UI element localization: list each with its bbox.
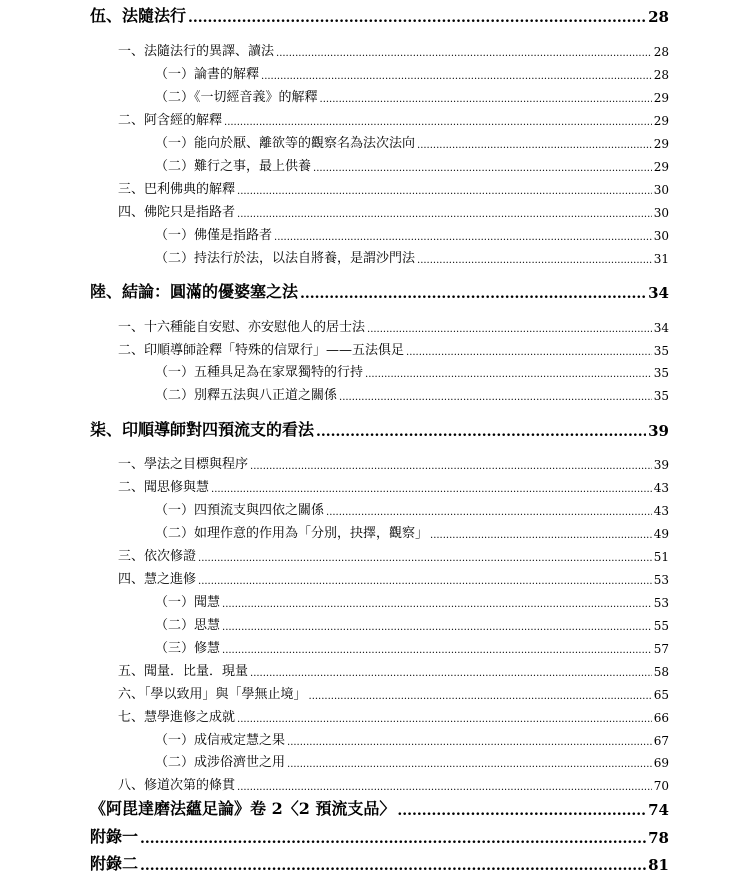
toc-entry-title: （一）論書的解釋: [155, 67, 260, 82]
toc-entry-page: 28: [653, 45, 669, 59]
toc-entry-page: 28: [648, 8, 669, 26]
toc-entry[interactable]: [118, 684, 669, 702]
dot-leader: [211, 484, 652, 495]
toc-entry-title: 四、慧之進修: [118, 572, 197, 587]
toc-entry-title: 《阿毘達磨法蘊足論》卷 2〈2 預流支品〉: [90, 799, 396, 818]
toc-entry-page: 30: [653, 183, 669, 197]
dot-leader: [365, 369, 652, 380]
toc-entry[interactable]: [155, 156, 669, 174]
dot-leader: [198, 553, 652, 564]
toc-entry-page: 29: [653, 160, 669, 174]
toc-entry-page: 67: [653, 734, 669, 748]
toc-entry-page: 30: [653, 206, 669, 220]
dot-leader: [140, 858, 646, 874]
toc-entry-page: 65: [653, 688, 669, 702]
toc-entry-title: （一）能向於厭、離欲等的觀察名為法次法向: [155, 136, 416, 151]
dot-leader: [237, 186, 652, 197]
toc-entry-page: 43: [653, 481, 669, 495]
toc-entry[interactable]: [118, 202, 669, 220]
dot-leader: [367, 324, 652, 335]
toc-entry-title: （二）別釋五法與八正道之關係: [155, 388, 338, 403]
dot-leader: [222, 599, 652, 610]
dot-leader: [406, 347, 652, 358]
toc-entry-page: 34: [648, 284, 669, 302]
toc-entry-page: 57: [653, 642, 669, 656]
toc-entry[interactable]: [155, 638, 669, 656]
toc-entry-title: （一）四預流支與四依之關係: [155, 503, 325, 518]
toc-entry-title: 二、印順導師詮釋「特殊的信眾行」——五法俱足: [118, 343, 405, 358]
toc-entry-title: 四、佛陀只是指路者: [118, 205, 236, 220]
toc-entry-page: 28: [653, 68, 669, 82]
toc-entry[interactable]: [155, 64, 669, 82]
toc-entry-title: 陸、結論：圓滿的優婆塞之法: [90, 282, 299, 301]
toc-entry-title: 附錄一: [90, 827, 139, 846]
toc-entry-title: 七、慧學進修之成就: [118, 710, 236, 725]
toc-entry[interactable]: [118, 775, 669, 793]
toc-entry[interactable]: [90, 280, 669, 302]
toc-entry[interactable]: [90, 797, 669, 819]
toc-entry-page: 69: [653, 756, 669, 770]
toc-entry-page: 29: [653, 137, 669, 151]
dot-leader: [250, 668, 652, 679]
toc-entry-title: 一、學法之目標與程序: [118, 457, 249, 472]
toc-entry-page: 39: [653, 458, 669, 472]
dot-leader: [417, 140, 652, 151]
toc-entry-title: （二）成涉俗濟世之用: [155, 755, 286, 770]
toc-entry-page: 35: [653, 366, 669, 380]
toc-entry-page: 29: [653, 114, 669, 128]
toc-entry[interactable]: [155, 385, 669, 403]
toc-entry-title: （一）佛僅是指路者: [155, 228, 273, 243]
toc-entry-page: 30: [653, 229, 669, 243]
dot-leader: [237, 714, 652, 725]
toc-entry[interactable]: [90, 852, 669, 874]
toc-entry[interactable]: [155, 500, 669, 518]
dot-leader: [261, 71, 652, 82]
toc-entry-title: 二、阿含經的解釋: [118, 113, 223, 128]
toc-entry-page: 53: [653, 596, 669, 610]
toc-entry-title: 附錄二: [90, 854, 139, 873]
dot-leader: [320, 94, 652, 105]
toc-entry[interactable]: [118, 317, 669, 335]
toc-entry-title: （一）成信戒定慧之果: [155, 733, 286, 748]
toc-entry-title: 八、修道次第的條貫: [118, 778, 236, 793]
toc-entry-title: 三、巴利佛典的解釋: [118, 182, 236, 197]
toc-entry-title: （二）難行之事，最上供養: [155, 159, 312, 174]
toc-entry[interactable]: [118, 661, 669, 679]
toc-entry-page: 70: [653, 779, 669, 793]
toc-entry[interactable]: [118, 546, 669, 564]
toc-entry-page: 53: [653, 573, 669, 587]
toc-entry[interactable]: [118, 569, 669, 587]
toc-entry-page: 78: [648, 829, 669, 847]
toc-entry-title: （一）聞慧: [155, 595, 221, 610]
toc-entry[interactable]: [118, 110, 669, 128]
dot-leader: [316, 424, 646, 440]
toc-entry-title: 一、法隨法行的異譯、讀法: [118, 44, 275, 59]
toc-entry[interactable]: [155, 752, 669, 770]
dot-leader: [397, 803, 646, 819]
toc-entry[interactable]: [118, 454, 669, 472]
dot-leader: [276, 48, 652, 59]
toc-entry-page: 51: [653, 550, 669, 564]
dot-leader: [274, 232, 652, 243]
toc-entry[interactable]: [118, 707, 669, 725]
toc-entry-title: （三）修慧: [155, 641, 221, 656]
toc-entry[interactable]: [90, 825, 669, 847]
dot-leader: [250, 461, 652, 472]
toc-entry-title: （二）如理作意的作用為「分別，抉擇，觀察」: [155, 526, 429, 541]
toc-entry-title: 一、十六種能自安慰、亦安慰他人的居士法: [118, 320, 366, 335]
toc-entry-page: 81: [648, 856, 669, 874]
dot-leader: [287, 759, 652, 770]
toc-entry-page: 29: [653, 91, 669, 105]
dot-leader: [313, 163, 652, 174]
toc-entry-title: （一）五種具足為在家眾獨特的行持: [155, 365, 364, 380]
dot-leader: [430, 530, 652, 541]
dot-leader: [417, 255, 652, 266]
toc-entry-page: 39: [648, 422, 669, 440]
dot-leader: [339, 392, 652, 403]
toc-entry-title: （二）《一切經音義》的解釋: [155, 90, 318, 105]
toc-entry[interactable]: [155, 730, 669, 748]
dot-leader: [237, 782, 652, 793]
toc-entry-page: 55: [653, 619, 669, 633]
toc-entry-title: 二、聞思修與慧: [118, 480, 210, 495]
toc-entry[interactable]: [155, 615, 669, 633]
toc-entry[interactable]: [155, 592, 669, 610]
toc-entry-page: 74: [648, 801, 669, 819]
toc-entry-page: 31: [653, 252, 669, 266]
toc-entry[interactable]: [118, 340, 669, 358]
dot-leader: [287, 737, 652, 748]
toc-entry-title: 伍、法隨法行: [90, 6, 187, 25]
dot-leader: [188, 10, 646, 26]
dot-leader: [140, 831, 646, 847]
dot-leader: [237, 209, 652, 220]
toc-entry[interactable]: [118, 179, 669, 197]
toc-entry[interactable]: [155, 362, 669, 380]
dot-leader: [326, 507, 652, 518]
toc-entry[interactable]: [118, 41, 669, 59]
toc-entry-page: 49: [653, 527, 669, 541]
toc-entry[interactable]: [155, 523, 669, 541]
toc-entry[interactable]: [155, 133, 669, 151]
toc-entry[interactable]: [118, 477, 669, 495]
dot-leader: [309, 691, 652, 702]
toc-entry[interactable]: [155, 248, 669, 266]
toc-entry-page: 43: [653, 504, 669, 518]
toc-entry-title: 五、聞量．比量．現量: [118, 664, 249, 679]
toc-entry-title: （二）持法行於法，以法自將養，是謂沙門法: [155, 251, 416, 266]
toc-entry-title: 三、依次修證: [118, 549, 197, 564]
toc-entry-title: 柒、印順導師對四預流支的看法: [90, 420, 315, 439]
dot-leader: [222, 622, 652, 633]
toc-entry-page: 58: [653, 665, 669, 679]
dot-leader: [198, 576, 652, 587]
toc-entry-title: （二）思慧: [155, 618, 221, 633]
dot-leader: [222, 645, 652, 656]
toc-entry-page: 34: [653, 321, 669, 335]
toc-entry[interactable]: [90, 418, 669, 440]
toc-entry-page: 35: [653, 344, 669, 358]
dot-leader: [224, 117, 652, 128]
toc-entry[interactable]: [155, 87, 669, 105]
toc-entry-page: 35: [653, 389, 669, 403]
toc-entry-page: 66: [653, 711, 669, 725]
toc-entry[interactable]: [90, 4, 669, 26]
toc-entry-title: 六、「學以致用」與「學無止境」: [118, 687, 307, 702]
dot-leader: [300, 286, 646, 302]
toc-entry[interactable]: [155, 225, 669, 243]
